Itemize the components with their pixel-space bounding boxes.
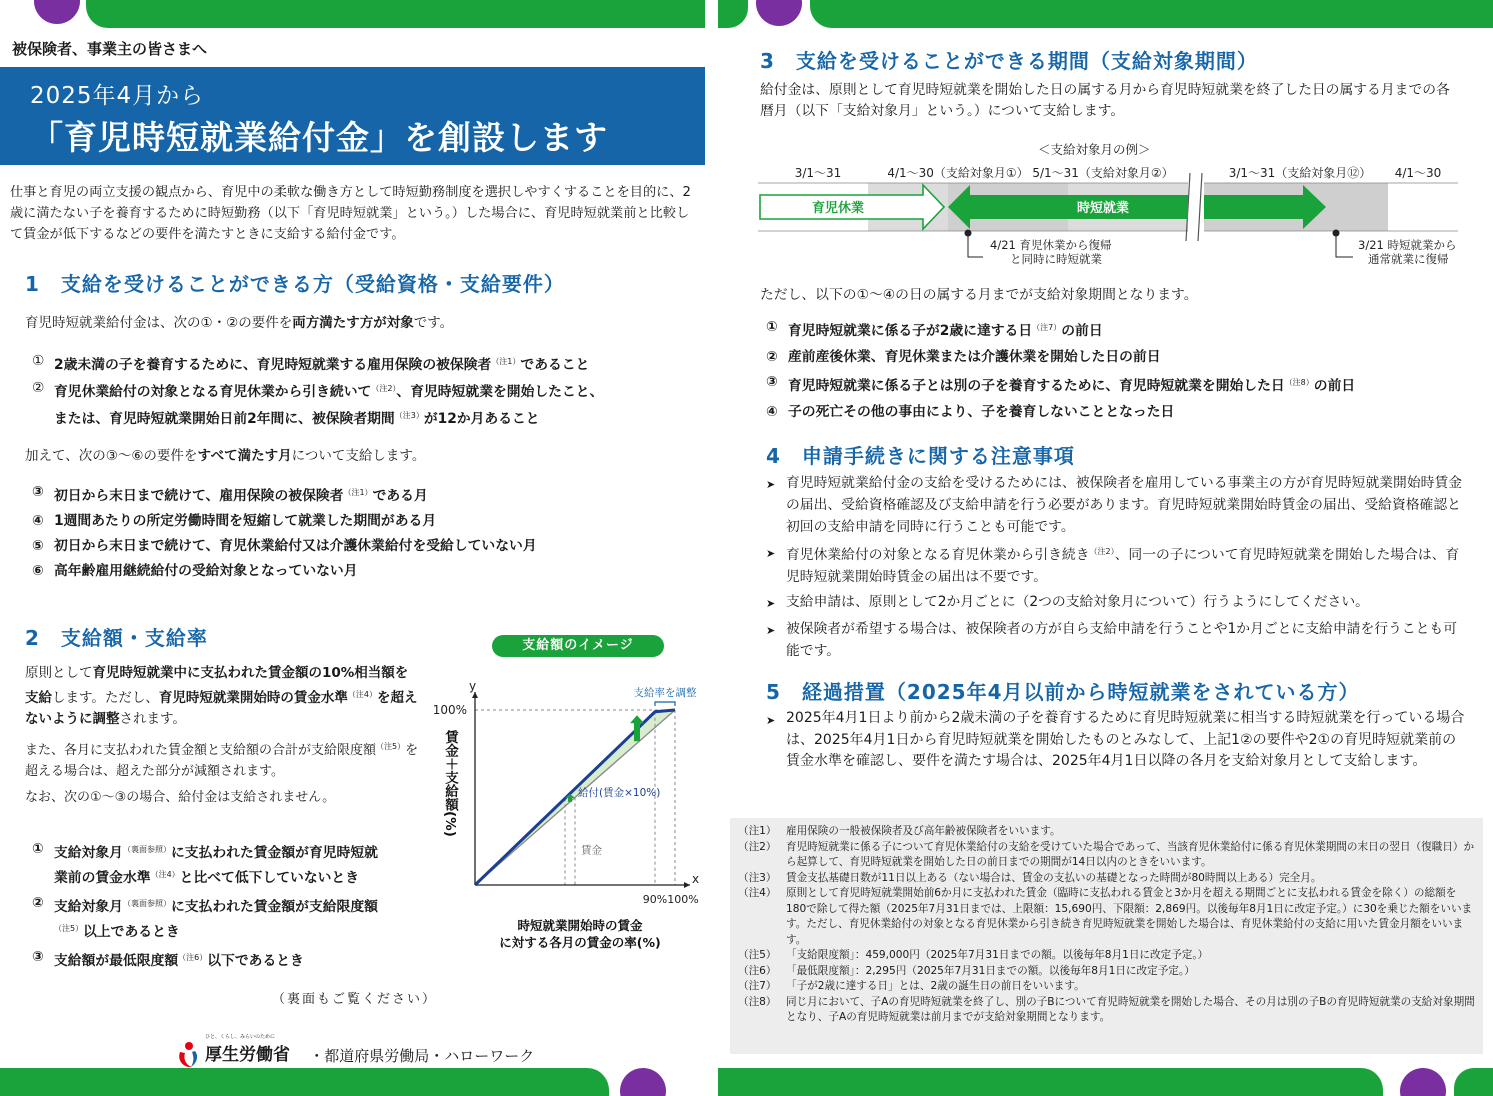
list-marker: ④ xyxy=(32,513,44,529)
para-text: を超える場合は、超えた部分が減額されます。 xyxy=(25,743,419,779)
footnote xyxy=(738,871,1475,887)
note-ref: （注4） xyxy=(347,690,378,699)
list-marker: ④ xyxy=(766,403,778,420)
bullet-arrow-icon: ➤ xyxy=(766,547,776,560)
lead-text: 加えて、次の③～⑥の要件を xyxy=(25,448,198,464)
top-decor-band xyxy=(718,0,1493,28)
lead-text: 育児時短就業給付金は、次の①・②の要件を xyxy=(25,315,293,331)
item-text: に支払われた賃金額が育児時短就 xyxy=(170,845,378,861)
list-marker: ② xyxy=(766,348,778,365)
section-3-heading: 3 支給を受けることができる期間（支給対象期間） xyxy=(760,49,1258,73)
para-emphasis: 育児時短就業中に支払われた賃金額の10%相当額を支給 xyxy=(25,665,409,706)
list-marker: ① xyxy=(32,841,44,857)
footnote-key: （注5） xyxy=(738,949,777,961)
item-text: 支給申請は、原則として2か月ごとに（2つの支給対象月について）行うようにしてください。 xyxy=(786,594,1369,610)
leave-label: 育児休業 xyxy=(811,201,865,216)
month-label: 3/1～31 xyxy=(794,166,842,180)
list-marker: ① xyxy=(32,353,45,369)
list-marker: ③ xyxy=(32,949,44,965)
no-payment-3 xyxy=(32,947,422,972)
month-label: 5/1～31（支給対象月②） xyxy=(1032,166,1174,180)
footnote-text: 「子が2歳に達する日」とは、2歳の誕生日の前日をいいます。 xyxy=(786,980,1085,992)
list-marker: ⑥ xyxy=(32,563,44,579)
footnote-text: 「最低限度額」：2,295円（2025年7月31日までの額。以後毎年8月1日に改定予定。） xyxy=(786,964,1195,977)
mhlw-name: 厚生労働省 xyxy=(205,1045,290,1065)
top-green-stripe xyxy=(810,0,1493,28)
annotation-adjust: 支給率を調整 xyxy=(633,687,697,699)
lead-text: について支給します。 xyxy=(291,448,426,464)
transition-note-1 xyxy=(766,708,1466,773)
note-ref: （注1） xyxy=(491,357,521,366)
hero-subtitle: 2025年4月から xyxy=(30,83,205,109)
footnote xyxy=(738,886,1475,948)
requirement-1 xyxy=(32,350,692,377)
footnote-key: （注7） xyxy=(738,980,777,992)
requirement-4 xyxy=(32,509,692,534)
footnote-text: 育児時短就業に係る子について育児休業給付の支給を受けていた場合であって、当該育児休業給付に係る育児休業期間の末日の翌日（復職日）から起算して、育児時短就業を開始した日の前日までの期間が14日以内のときをいいます。 xyxy=(786,840,1475,868)
x-tick-label: 90% xyxy=(642,893,668,906)
footnote xyxy=(738,964,1475,980)
back-ref: （裏面参照） xyxy=(122,845,171,854)
benefit-chart xyxy=(420,660,705,960)
lead-emphasis: 両方満たす方が対象 xyxy=(292,315,414,331)
item-text: 産前産後休業、育児休業または介護休業を開始した日の前日 xyxy=(788,348,1161,365)
annotation-benefit: 給付(賃金×10%) xyxy=(578,787,661,799)
application-note-1 xyxy=(766,472,1466,538)
item-text: 育児時短就業給付金の支給を受けるためには、被保険者を雇用している事業主の方が育児時短就業開始時賃金の届出、受給資格確認及び支給申請を行う必要があります。育児時短就業開始時賃金の届出、受給資格確認と初回の支給申請を同時に行うことも可能です。 xyxy=(786,475,1463,535)
note-ref: （注3） xyxy=(394,411,424,420)
period-end-1 xyxy=(766,315,1486,345)
section-4-heading: 4 申請手続きに関する注意事項 xyxy=(766,444,1075,468)
footnote xyxy=(738,824,1475,840)
top-decor-band xyxy=(0,0,705,28)
item-text: と比べて低下していないとき xyxy=(179,870,360,886)
bullet-arrow-icon: ➤ xyxy=(766,478,776,491)
section-2-para-3: なお、次の①～③の場合、給付金は支給されません。 xyxy=(25,790,336,805)
audience-line: 被保険者、事業主の皆さまへ xyxy=(12,40,208,58)
note-ref: （注2） xyxy=(1089,547,1115,556)
chart-title-pill: 支給額のイメージ xyxy=(492,635,664,657)
footnote xyxy=(738,840,1475,871)
page-gutter xyxy=(705,0,718,1096)
para-text: されます。 xyxy=(119,711,186,727)
requirement-3 xyxy=(32,480,692,509)
req-text: であること xyxy=(520,357,590,373)
annotation-wage: 賃金 xyxy=(581,844,602,857)
timeline-break-icon xyxy=(1186,173,1202,241)
item-text: 被保険者が希望する場合は、被保険者の方が自ら支給申請を行うことや1か月ごとに支給申請を行うことも可能です。 xyxy=(786,621,1458,659)
section-2-para-1 xyxy=(25,663,420,730)
req-text: 育児休業給付の対象となる育児休業から引き続いて xyxy=(54,384,372,400)
footnote xyxy=(738,979,1475,995)
req-text: 1週間あたりの所定労働時間を短縮して就業した期間がある月 xyxy=(54,513,437,529)
note-ref: （注4） xyxy=(150,870,180,879)
item-text: 業前の賃金水準 xyxy=(54,870,151,886)
item-text: 2025年4月1日より前から2歳未満の子を養育するために育児時短就業に相当する時短就業を行っている場合は、2025年4月1日から育児時短就業を開始したものとみなして、上記1②の要件や2①の育児時短就業前の賃金水準を確認し、要件を満たす場合は、2025年4月1日以降の各月を支給対象月として支給します。 xyxy=(786,710,1465,769)
item-text: 育児時短就業に係る子が2歳に達する日 xyxy=(788,323,1033,339)
bullet-arrow-icon: ➤ xyxy=(766,597,776,610)
month-label: 3/1～31（支給対象月⑫） xyxy=(1228,166,1372,180)
decor-circle xyxy=(34,0,80,24)
item-text: 以上であるとき xyxy=(83,924,180,940)
para-text: また、各月に支払われた賃金額と支給額の合計が支給限度額 xyxy=(25,743,377,758)
front-page xyxy=(0,0,705,1096)
application-notes-list xyxy=(766,472,1466,665)
period-end-4 xyxy=(766,400,1486,426)
requirement-5 xyxy=(32,534,692,559)
req-text: 高年齢雇用継続給付の受給対象となっていない月 xyxy=(54,563,358,579)
period-end-2 xyxy=(766,345,1486,371)
no-payment-list xyxy=(32,839,422,972)
item-text: 以下であるとき xyxy=(207,953,304,969)
req-text: または、育児時短就業開始日前2年間に、被保険者期間 xyxy=(54,411,395,427)
back-page xyxy=(718,0,1493,1096)
para-text: 原則として xyxy=(25,665,93,681)
req-text: 初日から末日まで続けて、雇用保険の被保険者 xyxy=(54,488,344,504)
lead-text: です。 xyxy=(413,315,454,331)
event-label: 4/21 育児休業から復帰 xyxy=(990,238,1112,252)
footnote-text: 同じ月において、子Aの育児時短就業を終了し、別の子Bについて育児時短就業を開始した場合、その月は別の子Bの育児時短就業の支給対象期間となり、子Aの育児時短就業は前月までが支給対象期間となります。 xyxy=(786,995,1475,1023)
transition-list xyxy=(766,708,1466,776)
req-text: 、育児時短就業を開始したこと、 xyxy=(396,384,604,400)
mhlw-tagline: ひと、くらし、みらいのために xyxy=(205,1034,276,1040)
item-text: 子の死亡その他の事由により、子を養育しないこととなった日 xyxy=(788,403,1175,420)
section-1-heading: 1 支給を受けることができる方（受給資格・支給要件） xyxy=(25,272,565,296)
period-end-3 xyxy=(766,370,1486,400)
month-label: 4/1～30 xyxy=(1394,166,1442,180)
application-note-3 xyxy=(766,591,1466,615)
footnote-key: （注4） xyxy=(738,887,777,899)
para-text: します。ただし、 xyxy=(52,690,159,706)
decor-circle xyxy=(620,1068,666,1096)
list-marker: ③ xyxy=(32,484,44,500)
item-text: 支給対象月 xyxy=(54,899,123,915)
x-axis-label-line-1: 時短就業開始時の賃金 xyxy=(517,918,643,933)
footnote-key: （注6） xyxy=(738,964,777,977)
event-dot xyxy=(1333,230,1340,237)
item-text: の前日 xyxy=(1313,378,1356,394)
bottom-green-stripe xyxy=(718,1068,1383,1096)
footnote-text: 賃金支払基礎日数が11日以上ある（ない場合は、賃金の支払いの基礎となった時間が80時間以上ある）完全月。 xyxy=(786,871,1322,884)
event-dot xyxy=(965,230,972,237)
item-text: 育児時短就業に係る子とは別の子を養育するために、育児時短就業を開始した日 xyxy=(788,378,1285,394)
req-text: である月 xyxy=(372,488,428,504)
footnote-text: 原則として育児時短就業開始前6か月に支払われた賃金（臨時に支払われる賃金と3か月を超える期間ごとに支払われる賃金を除く）の総額を180で除して得た額（2025年7月31日までは、上限額：15,690円、下限額：2,869円。以後毎年8月1日に改定予定。）に30を乗じた額をいいます。ただし、育児休業給付の対象となる育児休業から引き続き育児時短就業を開始した場合は、育児休業給付の支給に用いた賃金月額をいいます。 xyxy=(786,887,1473,946)
co-publishers: ・都道府県労働局・ハローワーク xyxy=(309,1046,535,1065)
see-reverse-note: （裏面もご覧ください） xyxy=(272,992,438,1007)
y-tick-label: 100% xyxy=(432,703,467,717)
list-marker: ② xyxy=(32,895,44,911)
decor-circle xyxy=(756,0,802,26)
bullet-arrow-icon: ➤ xyxy=(766,624,776,637)
section-1-lead xyxy=(25,313,453,334)
section-3-para: 給付金は、原則として育児時短就業を開始した日の属する月から育児時短就業を終了した日の属する月までの各暦月（以下「支給対象月」という。）について支給します。 xyxy=(760,82,1450,119)
item-text: に支払われた賃金額が支給限度額 xyxy=(170,899,378,915)
adjust-bracket xyxy=(655,702,675,706)
back-ref: （裏面参照） xyxy=(122,899,171,908)
note-ref: （注5） xyxy=(376,742,406,751)
decor-circle xyxy=(1400,1068,1446,1096)
footnote-text: 「支給限度額」：459,000円（2025年7月31日までの額。以後毎年8月1日に改定予定。） xyxy=(786,949,1209,961)
section-5-heading: 5 経過措置（2025年4月以前から時短就業をされている方） xyxy=(766,680,1360,704)
x-axis-arrow xyxy=(684,882,690,888)
period-end-list xyxy=(766,315,1486,425)
intro-paragraph: 仕事と育児の両立支援の観点から、育児中の柔軟な働き方として時短勤務制度を選択しやすくすることを目的に、2歳に満たない子を養育するために時短勤務（以下「育児時短就業」という。）した場合に、育児時短就業前と比較して賃金が低下するなどの要件を満たすときに支給する給付金です。 xyxy=(10,185,691,242)
lead-emphasis: すべて満たす月 xyxy=(197,448,292,464)
x-axis-letter: x xyxy=(692,872,700,886)
section-2-para-2 xyxy=(25,736,420,782)
req-text: が12か月あること xyxy=(423,411,540,427)
timeline-caption: ＜支給対象月の例＞ xyxy=(1038,142,1151,157)
footnote-key: （注1） xyxy=(738,825,777,837)
requirement-2 xyxy=(32,377,692,431)
bullet-arrow-icon: ➤ xyxy=(766,714,776,727)
note-ref: （注1） xyxy=(343,488,373,497)
no-payment-1 xyxy=(32,839,422,889)
event-label: 3/21 時短就業から xyxy=(1358,238,1457,252)
x-axis-label-line-2: に対する各月の賃金の率(%) xyxy=(499,935,661,950)
note-ref: （注2） xyxy=(371,384,397,393)
hero-title: 「育児時短就業給付金」を創設します xyxy=(30,118,608,157)
section-1-lead-2 xyxy=(25,446,425,467)
item-text: 支給対象月 xyxy=(54,845,123,861)
list-marker: ③ xyxy=(766,374,778,390)
note-ref: （注7） xyxy=(1032,323,1062,332)
footnote-key: （注3） xyxy=(738,871,777,884)
footnote-key: （注8） xyxy=(738,995,777,1008)
top-green-stripe xyxy=(718,0,748,28)
period-timeline xyxy=(758,165,1458,275)
bottom-decor-band xyxy=(718,1066,1493,1096)
event-label: と同時に時短就業 xyxy=(1010,252,1102,266)
month-label: 4/1～30（支給対象月①） xyxy=(887,166,1029,180)
application-note-2 xyxy=(766,541,1466,588)
list-marker: ② xyxy=(32,380,45,396)
note-ref: （注5） xyxy=(54,924,84,933)
requirement-6 xyxy=(32,559,692,584)
note-ref: （注6） xyxy=(178,953,208,962)
para-emphasis: 育児時短就業開始時の賃金水準 xyxy=(158,690,348,706)
application-note-4 xyxy=(766,618,1466,662)
y-axis-letter: y xyxy=(469,679,477,693)
bottom-decor-band xyxy=(0,1066,705,1096)
footnotes-box xyxy=(730,818,1483,1054)
event-label: 通常就業に復帰 xyxy=(1368,252,1449,266)
item-text: の前日 xyxy=(1061,323,1103,339)
short-time-label: 時短就業 xyxy=(1076,201,1130,216)
y-axis-label: 賃金＋支給額(%) xyxy=(442,730,458,837)
footnote xyxy=(738,948,1475,964)
list-marker: ⑤ xyxy=(32,538,44,554)
req-text: 2歳未満の子を養育するために、育児時短就業する雇用保険の被保険者 xyxy=(54,357,492,373)
no-payment-2 xyxy=(32,893,422,943)
item-text: 、同一の子について育児時短就業を開始した場合は、育児時短就業開始時賃金の届出は不要です。 xyxy=(786,547,1460,585)
para-emphasis: を超えないように調整 xyxy=(25,690,418,727)
requirement-list-a xyxy=(32,350,692,431)
footnote-key: （注2） xyxy=(738,840,777,853)
section-2-heading: 2 支給額・支給率 xyxy=(25,626,208,650)
requirement-list-b xyxy=(32,480,692,584)
list-marker: ① xyxy=(766,319,778,335)
hero-banner xyxy=(0,67,705,165)
footnote-text: 雇用保険の一般被保険者及び高年齢被保険者をいいます。 xyxy=(786,825,1061,837)
note-ref: （注8） xyxy=(1284,378,1314,387)
req-text: 初日から末日まで続けて、育児休業給付又は介護休業給付を受給していない月 xyxy=(54,538,537,554)
item-text: 支給額が最低限度額 xyxy=(54,953,179,969)
x-tick-label: 100% xyxy=(667,893,699,906)
top-green-stripe xyxy=(86,0,705,28)
bottom-green-stripe xyxy=(0,1068,609,1096)
item-text: 育児休業給付の対象となる育児休業から引き続き xyxy=(786,547,1090,563)
footnote xyxy=(738,995,1475,1026)
bottom-green-stripe xyxy=(1454,1068,1493,1096)
section-3-para-2: ただし、以下の①～④の日の属する月までが支給対象期間となります。 xyxy=(760,287,1198,303)
